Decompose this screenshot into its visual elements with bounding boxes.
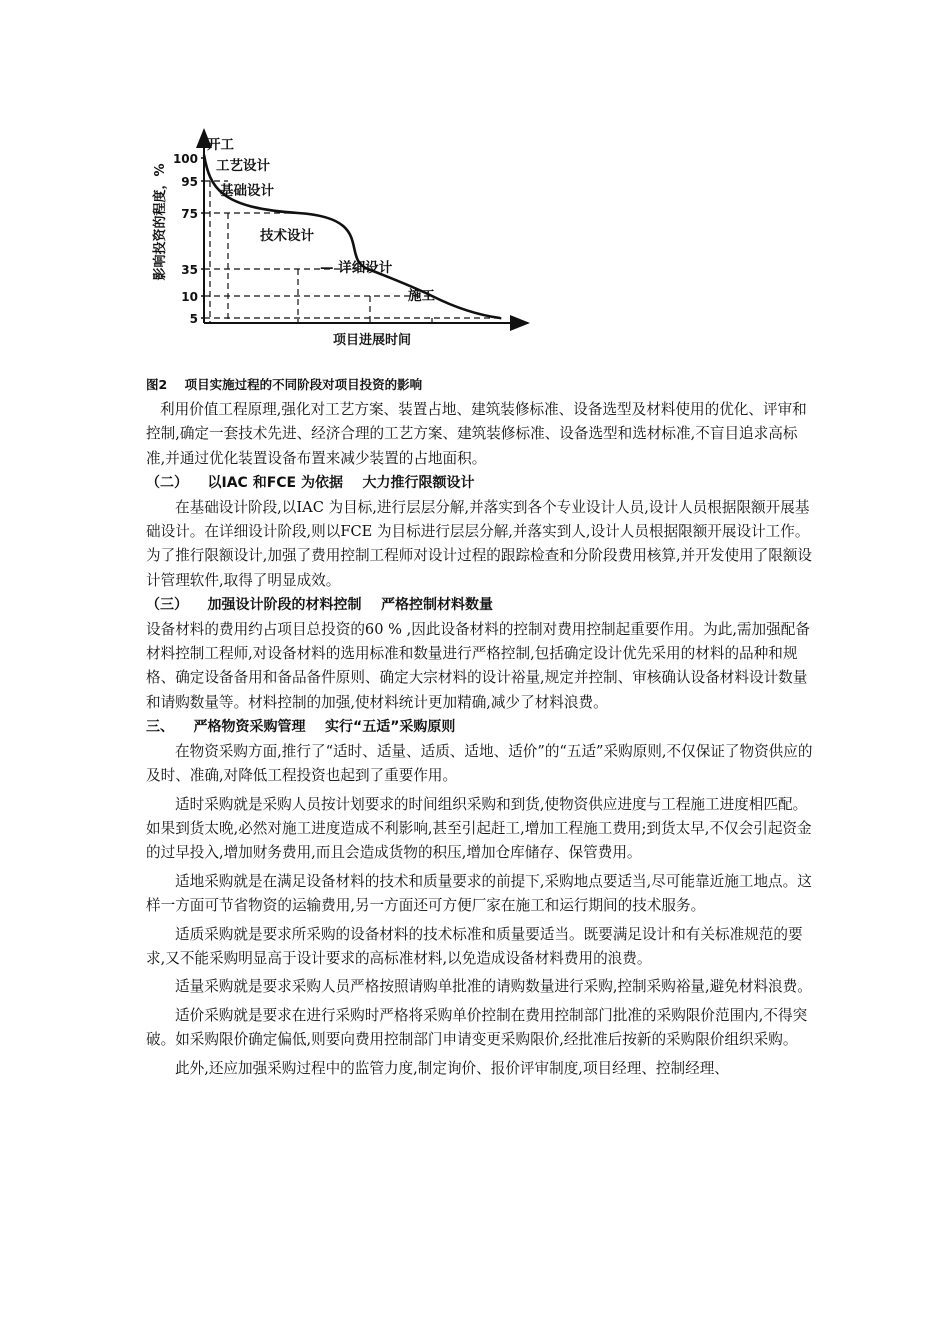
paragraph: 适量采购就是要求采购人员严格按照请购单批准的请购数量进行采购,控制采购裕量,避免材料浪费。 [175,978,812,996]
stage-label: — 详细设计 [320,260,393,276]
stage-label: 技术设计 [260,228,314,244]
stage-label: 施工 [408,288,435,304]
paragraph: 在物资采购方面,推行了“适时、适量、适质、适地、适价”的“五适”采购原则,不仅保证了物资供应的及时、准确,对降低工程投资也起到了重要作用。 [146,742,813,785]
x-axis-label: 项目进展时间 [332,333,412,348]
stage-label: 工艺设计 [216,158,270,174]
y-tick-label: 100 [172,152,198,166]
paragraph: 此外,还应加强采购过程中的监管力度,制定询价、报价评审制度,项目经理、控制经理、 [175,1059,729,1077]
paragraph: 设备材料的费用约占项目总投资的60 % ,因此设备材料的控制对费用控制起重要作用。为此,需加强配备材料控制工程师,对设备材料的选用标准和数量进行严格控制,包括确定设计优先采用的材料的品种和规格、确定设备备用和备品备件原则、确定大宗材料的设计裕量,规定并控制、审核确认设备材料设计数量和请购数量等。材料控制的加强,使材料统计更加精确,减少了材料浪费。 [146,620,810,711]
figure-caption: 图2 项目实施过程的不同阶段对项目投资的影响 [146,377,423,392]
paragraph: 在基础设计阶段,以IAC 为目标,进行层层分解,并落实到各个专业设计人员,设计人员根据限额开展基础设计。在详细设计阶段,则以FCE 为目标进行层层分解,并落实到人,设计人员根据限额开展设计工作。为了推行限额设计,加强了费用控制工程师对设计过程的跟踪检查和分阶段费用核算,并开发使用了限额设计管理软件,取得了明显成效。 [146,498,813,589]
section-heading: （二） 以IAC 和FCE 为依据 大力推行限额设计 [146,475,475,492]
paragraph: 适质采购就是要求所采购的设备材料的技术标准和质量要适当。既要满足设计和有关标准规范的要求,又不能采购明显高于设计要求的高标准材料,以免造成设备材料费用的浪费。 [146,925,803,967]
y-tick-label: 95 [181,175,198,189]
y-tick-label: 35 [181,263,198,277]
paragraph: 利用价值工程原理,强化对工艺方案、装置占地、建筑装修标准、设备选型及材料使用的优化、评审和控制,确定一套技术先进、经济合理的工艺方案、建筑装修标准、设备选型和选材标准,不盲目追求高标准,并通过优化装置设备布置来减少装置的占地面积。 [146,401,807,467]
paragraph: 适时采购就是采购人员按计划要求的时间组织采购和到货,使物资供应进度与工程施工进度相匹配。如果到货太晚,必然对施工进度造成不利影响,甚至引起赶工,增加工程施工费用;到货太早,不仅会引起资金的过早投入,增加财务费用,而且会造成货物的积压,增加仓库储存、保管费用。 [146,795,812,862]
stage-label: 基础设计 [220,183,274,199]
paragraph: 适地采购就是在满足设备材料的技术和质量要求的前提下,采购地点要适当,尽可能靠近施工地点。这样一方面可节省物资的运输费用,另一方面还可方便厂家在施工和运行期间的技术服务。 [146,872,812,915]
y-tick-label: 5 [189,312,198,326]
section-heading: 三、 严格物资采购管理 实行“五适”采购原则 [146,719,456,736]
y-tick-label: 75 [181,207,198,221]
influence-curve [204,155,500,318]
paragraph: 适价采购就是要求在进行采购时严格将采购单价控制在费用控制部门批准的采购限价范围内,不得突破。如采购限价确定偏低,则要向费用控制部门申请变更采购限价,经批准后按新的采购限价组织采购。 [146,1006,808,1049]
y-axis-label: 影响投资的程度，% [153,163,168,281]
stage-label: 开工 [207,137,234,153]
y-tick-label: 10 [181,290,198,304]
section-heading: （三） 加强设计阶段的材料控制 严格控制材料数量 [146,597,493,614]
body-text [146,398,814,1081]
investment-influence-chart [140,118,540,358]
